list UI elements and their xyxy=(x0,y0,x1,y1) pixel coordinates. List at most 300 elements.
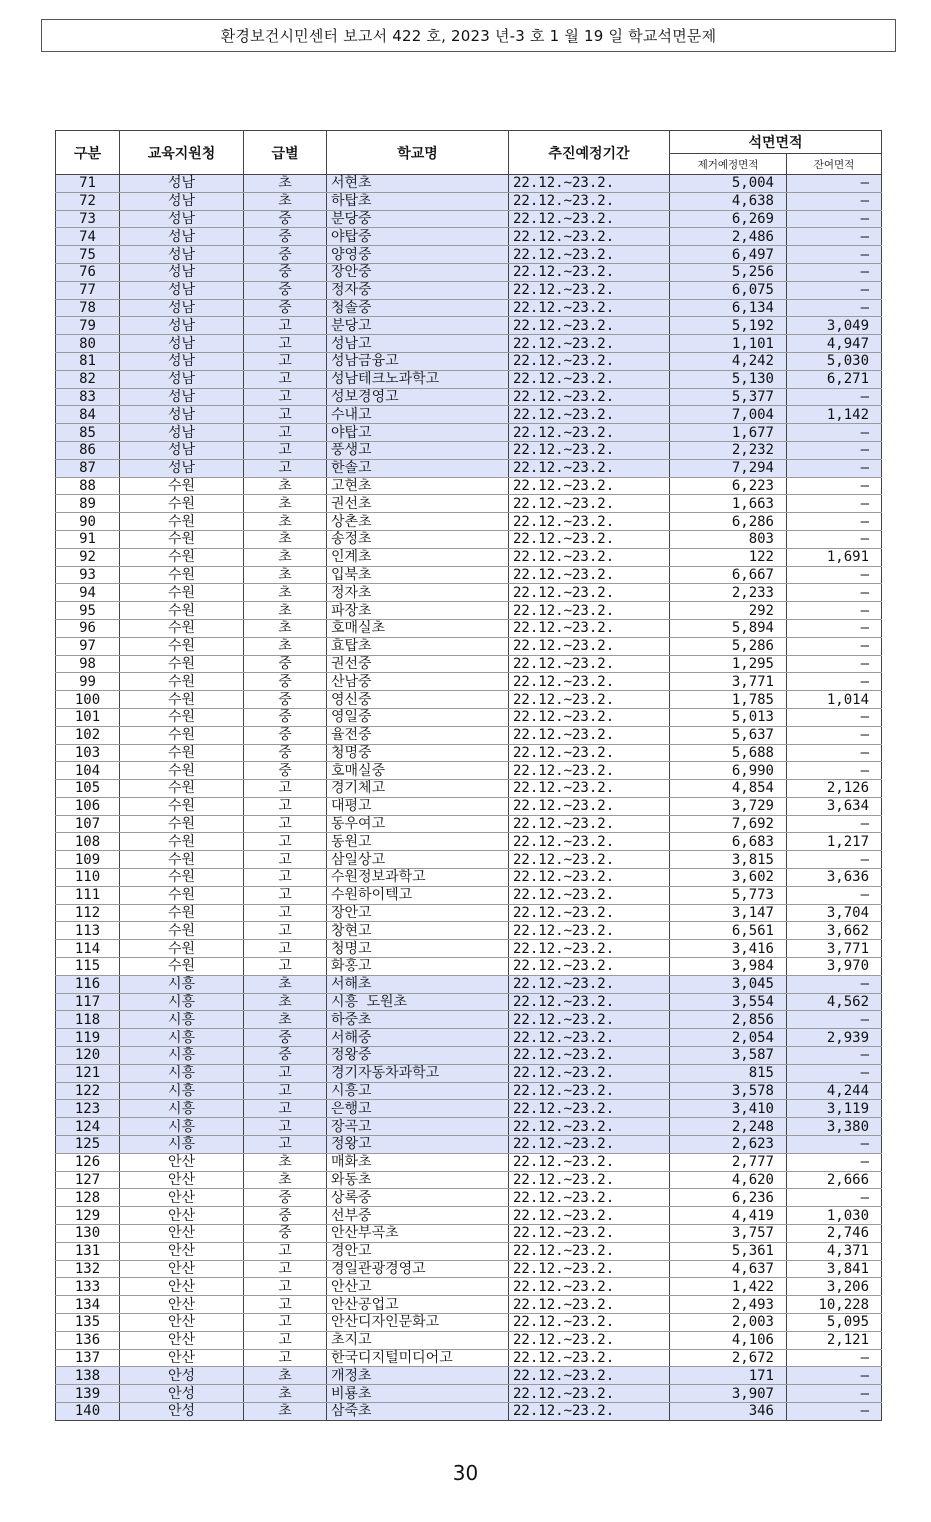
cell-period: 22.12.~23.2. xyxy=(509,904,670,922)
cell-remaining: 4,947 xyxy=(787,335,882,353)
cell-period: 22.12.~23.2. xyxy=(509,691,670,709)
cell-office: 수원 xyxy=(120,940,244,958)
table-row xyxy=(56,299,882,317)
cell-no: 89 xyxy=(56,495,120,513)
cell-removal: 5,688 xyxy=(670,744,787,762)
cell-level: 중 xyxy=(244,1207,327,1225)
cell-school: 장안고 xyxy=(327,904,509,922)
cell-level: 초 xyxy=(244,1011,327,1029)
cell-period: 22.12.~23.2. xyxy=(509,1402,670,1420)
cell-no: 80 xyxy=(56,335,120,353)
cell-no: 138 xyxy=(56,1367,120,1385)
table-row xyxy=(56,1011,882,1029)
cell-period: 22.12.~23.2. xyxy=(509,851,670,869)
cell-office: 안산 xyxy=(120,1260,244,1278)
cell-remaining: – xyxy=(787,744,882,762)
table-row xyxy=(56,1260,882,1278)
cell-no: 126 xyxy=(56,1153,120,1171)
cell-period: 22.12.~23.2. xyxy=(509,1011,670,1029)
cell-school: 율전중 xyxy=(327,726,509,744)
cell-remaining: – xyxy=(787,210,882,228)
cell-no: 140 xyxy=(56,1402,120,1420)
cell-removal: 1,422 xyxy=(670,1278,787,1296)
cell-office: 안산 xyxy=(120,1171,244,1189)
cell-office: 성남 xyxy=(120,210,244,228)
cell-remaining: – xyxy=(787,1385,882,1403)
cell-no: 137 xyxy=(56,1349,120,1367)
cell-removal: 5,013 xyxy=(670,708,787,726)
cell-no: 86 xyxy=(56,441,120,459)
cell-no: 127 xyxy=(56,1171,120,1189)
cell-school: 영신중 xyxy=(327,691,509,709)
cell-office: 수원 xyxy=(120,851,244,869)
table-row xyxy=(56,815,882,833)
cell-school: 입북초 xyxy=(327,566,509,584)
cell-level: 고 xyxy=(244,335,327,353)
cell-school: 청솔중 xyxy=(327,299,509,317)
cell-removal: 6,561 xyxy=(670,922,787,940)
table-row xyxy=(56,762,882,780)
table-row xyxy=(56,352,882,370)
cell-school: 경기자동차과학고 xyxy=(327,1064,509,1082)
cell-level: 고 xyxy=(244,370,327,388)
cell-school: 수원하이텍고 xyxy=(327,886,509,904)
cell-school: 장안중 xyxy=(327,263,509,281)
table-row xyxy=(56,424,882,442)
cell-period: 22.12.~23.2. xyxy=(509,1242,670,1260)
cell-school: 동우여고 xyxy=(327,815,509,833)
cell-no: 119 xyxy=(56,1029,120,1047)
cell-office: 수원 xyxy=(120,797,244,815)
cell-removal: 5,192 xyxy=(670,317,787,335)
cell-remaining: – xyxy=(787,424,882,442)
cell-removal: 1,677 xyxy=(670,424,787,442)
cell-period: 22.12.~23.2. xyxy=(509,299,670,317)
cell-remaining: – xyxy=(787,726,882,744)
cell-school: 선부중 xyxy=(327,1207,509,1225)
cell-level: 초 xyxy=(244,175,327,193)
cell-remaining: – xyxy=(787,1064,882,1082)
cell-level: 고 xyxy=(244,424,327,442)
header-removal: 제거예정면적 xyxy=(670,154,787,175)
cell-school: 양영중 xyxy=(327,246,509,264)
cell-period: 22.12.~23.2. xyxy=(509,1118,670,1136)
cell-period: 22.12.~23.2. xyxy=(509,1029,670,1047)
cell-level: 고 xyxy=(244,459,327,477)
cell-no: 122 xyxy=(56,1082,120,1100)
cell-school: 화홍고 xyxy=(327,958,509,976)
cell-removal: 5,377 xyxy=(670,388,787,406)
cell-level: 고 xyxy=(244,388,327,406)
cell-period: 22.12.~23.2. xyxy=(509,1064,670,1082)
cell-level: 고 xyxy=(244,1349,327,1367)
cell-removal: 803 xyxy=(670,530,787,548)
cell-removal: 3,578 xyxy=(670,1082,787,1100)
cell-level: 초 xyxy=(244,1153,327,1171)
cell-remaining: – xyxy=(787,281,882,299)
cell-removal: 5,130 xyxy=(670,370,787,388)
cell-school: 안산디자인문화고 xyxy=(327,1314,509,1332)
cell-no: 79 xyxy=(56,317,120,335)
cell-period: 22.12.~23.2. xyxy=(509,958,670,976)
table-row xyxy=(56,708,882,726)
cell-remaining: – xyxy=(787,246,882,264)
cell-school: 서해초 xyxy=(327,975,509,993)
cell-no: 76 xyxy=(56,263,120,281)
asbestos-schools-table xyxy=(55,130,882,1421)
table-row xyxy=(56,370,882,388)
cell-removal: 6,286 xyxy=(670,513,787,531)
report-header xyxy=(41,19,896,52)
cell-removal: 6,497 xyxy=(670,246,787,264)
cell-removal: 2,054 xyxy=(670,1029,787,1047)
cell-period: 22.12.~23.2. xyxy=(509,210,670,228)
cell-removal: 3,602 xyxy=(670,869,787,887)
cell-school: 정왕고 xyxy=(327,1136,509,1154)
cell-no: 136 xyxy=(56,1331,120,1349)
cell-school: 삼일상고 xyxy=(327,851,509,869)
cell-no: 134 xyxy=(56,1296,120,1314)
table-row xyxy=(56,958,882,976)
cell-period: 22.12.~23.2. xyxy=(509,175,670,193)
cell-level: 초 xyxy=(244,495,327,513)
cell-level: 고 xyxy=(244,833,327,851)
cell-school: 수내고 xyxy=(327,406,509,424)
table-row xyxy=(56,619,882,637)
cell-remaining: 3,634 xyxy=(787,797,882,815)
cell-office: 시흥 xyxy=(120,975,244,993)
cell-removal: 1,295 xyxy=(670,655,787,673)
cell-removal: 2,672 xyxy=(670,1349,787,1367)
cell-no: 115 xyxy=(56,958,120,976)
cell-remaining: – xyxy=(787,655,882,673)
cell-office: 시흥 xyxy=(120,993,244,1011)
cell-office: 수원 xyxy=(120,619,244,637)
cell-period: 22.12.~23.2. xyxy=(509,513,670,531)
cell-period: 22.12.~23.2. xyxy=(509,1278,670,1296)
cell-school: 정왕중 xyxy=(327,1047,509,1065)
cell-school: 동원고 xyxy=(327,833,509,851)
cell-removal: 3,587 xyxy=(670,1047,787,1065)
table-row xyxy=(56,780,882,798)
cell-level: 고 xyxy=(244,1278,327,1296)
cell-remaining: 3,049 xyxy=(787,317,882,335)
table-row xyxy=(56,1278,882,1296)
cell-no: 123 xyxy=(56,1100,120,1118)
cell-school: 시흥 도원초 xyxy=(327,993,509,1011)
cell-remaining: – xyxy=(787,495,882,513)
header-remaining: 잔여면적 xyxy=(787,154,882,175)
cell-remaining: – xyxy=(787,602,882,620)
cell-period: 22.12.~23.2. xyxy=(509,1136,670,1154)
cell-remaining: – xyxy=(787,388,882,406)
table-row xyxy=(56,1296,882,1314)
cell-school: 영일중 xyxy=(327,708,509,726)
page-number: 30 xyxy=(452,1461,479,1485)
table-row xyxy=(56,335,882,353)
cell-remaining: 3,970 xyxy=(787,958,882,976)
table-row xyxy=(56,797,882,815)
table-row xyxy=(56,1385,882,1403)
cell-no: 102 xyxy=(56,726,120,744)
cell-level: 초 xyxy=(244,637,327,655)
cell-no: 101 xyxy=(56,708,120,726)
cell-level: 중 xyxy=(244,299,327,317)
cell-level: 초 xyxy=(244,993,327,1011)
cell-period: 22.12.~23.2. xyxy=(509,602,670,620)
cell-no: 71 xyxy=(56,175,120,193)
cell-removal: 3,757 xyxy=(670,1225,787,1243)
cell-office: 수원 xyxy=(120,762,244,780)
table-row xyxy=(56,1402,882,1420)
table-row xyxy=(56,175,882,193)
cell-removal: 3,729 xyxy=(670,797,787,815)
cell-school: 파장초 xyxy=(327,602,509,620)
cell-level: 고 xyxy=(244,780,327,798)
cell-removal: 4,242 xyxy=(670,352,787,370)
cell-level: 고 xyxy=(244,1314,327,1332)
cell-removal: 2,248 xyxy=(670,1118,787,1136)
cell-remaining: – xyxy=(787,815,882,833)
cell-period: 22.12.~23.2. xyxy=(509,1349,670,1367)
cell-no: 83 xyxy=(56,388,120,406)
cell-office: 수원 xyxy=(120,815,244,833)
cell-office: 안성 xyxy=(120,1402,244,1420)
cell-office: 안산 xyxy=(120,1153,244,1171)
cell-no: 124 xyxy=(56,1118,120,1136)
cell-school: 풍생고 xyxy=(327,441,509,459)
cell-remaining: 1,691 xyxy=(787,548,882,566)
cell-remaining: 3,841 xyxy=(787,1260,882,1278)
cell-period: 22.12.~23.2. xyxy=(509,335,670,353)
cell-level: 고 xyxy=(244,317,327,335)
cell-removal: 1,785 xyxy=(670,691,787,709)
cell-office: 수원 xyxy=(120,691,244,709)
cell-office: 성남 xyxy=(120,370,244,388)
cell-removal: 7,294 xyxy=(670,459,787,477)
cell-level: 고 xyxy=(244,352,327,370)
table-row xyxy=(56,530,882,548)
cell-removal: 7,004 xyxy=(670,406,787,424)
cell-remaining: – xyxy=(787,708,882,726)
table-row xyxy=(56,1064,882,1082)
cell-no: 97 xyxy=(56,637,120,655)
cell-school: 수원정보과학고 xyxy=(327,869,509,887)
table-row xyxy=(56,922,882,940)
cell-period: 22.12.~23.2. xyxy=(509,1171,670,1189)
cell-office: 성남 xyxy=(120,228,244,246)
cell-level: 초 xyxy=(244,530,327,548)
table-row xyxy=(56,566,882,584)
table-row xyxy=(56,513,882,531)
cell-remaining: – xyxy=(787,441,882,459)
cell-no: 130 xyxy=(56,1225,120,1243)
cell-office: 수원 xyxy=(120,904,244,922)
cell-period: 22.12.~23.2. xyxy=(509,1260,670,1278)
cell-removal: 6,236 xyxy=(670,1189,787,1207)
cell-school: 안산부곡초 xyxy=(327,1225,509,1243)
cell-period: 22.12.~23.2. xyxy=(509,406,670,424)
cell-period: 22.12.~23.2. xyxy=(509,780,670,798)
cell-level: 초 xyxy=(244,1171,327,1189)
cell-level: 고 xyxy=(244,1260,327,1278)
cell-period: 22.12.~23.2. xyxy=(509,352,670,370)
cell-office: 수원 xyxy=(120,958,244,976)
cell-removal: 3,045 xyxy=(670,975,787,993)
cell-no: 117 xyxy=(56,993,120,1011)
cell-removal: 4,620 xyxy=(670,1171,787,1189)
cell-level: 고 xyxy=(244,1296,327,1314)
cell-removal: 3,410 xyxy=(670,1100,787,1118)
cell-remaining: 2,666 xyxy=(787,1171,882,1189)
cell-no: 120 xyxy=(56,1047,120,1065)
cell-office: 수원 xyxy=(120,708,244,726)
cell-no: 84 xyxy=(56,406,120,424)
cell-remaining: – xyxy=(787,175,882,193)
cell-removal: 2,623 xyxy=(670,1136,787,1154)
cell-remaining: 1,217 xyxy=(787,833,882,851)
cell-removal: 3,554 xyxy=(670,993,787,1011)
cell-office: 안성 xyxy=(120,1367,244,1385)
table-row xyxy=(56,1153,882,1171)
table-row xyxy=(56,388,882,406)
cell-level: 중 xyxy=(244,726,327,744)
cell-remaining: 3,662 xyxy=(787,922,882,940)
cell-period: 22.12.~23.2. xyxy=(509,619,670,637)
cell-school: 비룡초 xyxy=(327,1385,509,1403)
cell-removal: 6,683 xyxy=(670,833,787,851)
cell-no: 131 xyxy=(56,1242,120,1260)
cell-period: 22.12.~23.2. xyxy=(509,1082,670,1100)
cell-level: 고 xyxy=(244,815,327,833)
cell-remaining: – xyxy=(787,566,882,584)
cell-no: 85 xyxy=(56,424,120,442)
table-row xyxy=(56,833,882,851)
cell-no: 113 xyxy=(56,922,120,940)
table-row xyxy=(56,1225,882,1243)
cell-level: 중 xyxy=(244,1047,327,1065)
cell-no: 103 xyxy=(56,744,120,762)
cell-school: 초지고 xyxy=(327,1331,509,1349)
cell-period: 22.12.~23.2. xyxy=(509,1296,670,1314)
cell-level: 초 xyxy=(244,975,327,993)
cell-level: 고 xyxy=(244,1100,327,1118)
cell-remaining: – xyxy=(787,851,882,869)
cell-level: 고 xyxy=(244,1082,327,1100)
cell-removal: 6,990 xyxy=(670,762,787,780)
table-row xyxy=(56,1082,882,1100)
cell-school: 인계초 xyxy=(327,548,509,566)
cell-level: 초 xyxy=(244,1367,327,1385)
cell-remaining: 10,228 xyxy=(787,1296,882,1314)
cell-period: 22.12.~23.2. xyxy=(509,815,670,833)
cell-no: 96 xyxy=(56,619,120,637)
cell-no: 110 xyxy=(56,869,120,887)
cell-removal: 3,147 xyxy=(670,904,787,922)
cell-school: 야탑중 xyxy=(327,228,509,246)
cell-office: 성남 xyxy=(120,406,244,424)
table-row xyxy=(56,459,882,477)
cell-remaining: – xyxy=(787,263,882,281)
cell-removal: 4,854 xyxy=(670,780,787,798)
cell-office: 성남 xyxy=(120,299,244,317)
cell-office: 성남 xyxy=(120,388,244,406)
cell-removal: 2,777 xyxy=(670,1153,787,1171)
cell-remaining: – xyxy=(787,673,882,691)
cell-school: 서해중 xyxy=(327,1029,509,1047)
table-row xyxy=(56,744,882,762)
table-row xyxy=(56,637,882,655)
cell-period: 22.12.~23.2. xyxy=(509,1207,670,1225)
cell-remaining: 2,746 xyxy=(787,1225,882,1243)
cell-remaining: 5,095 xyxy=(787,1314,882,1332)
cell-period: 22.12.~23.2. xyxy=(509,1385,670,1403)
cell-period: 22.12.~23.2. xyxy=(509,869,670,887)
cell-no: 87 xyxy=(56,459,120,477)
cell-level: 고 xyxy=(244,1136,327,1154)
cell-period: 22.12.~23.2. xyxy=(509,797,670,815)
table-row xyxy=(56,886,882,904)
table-row xyxy=(56,281,882,299)
cell-remaining: – xyxy=(787,228,882,246)
table-row xyxy=(56,673,882,691)
table-row xyxy=(56,584,882,602)
cell-office: 시흥 xyxy=(120,1118,244,1136)
cell-level: 고 xyxy=(244,441,327,459)
cell-level: 초 xyxy=(244,566,327,584)
table-row xyxy=(56,602,882,620)
cell-school: 한국디지털미디어고 xyxy=(327,1349,509,1367)
cell-no: 133 xyxy=(56,1278,120,1296)
cell-office: 성남 xyxy=(120,263,244,281)
cell-no: 100 xyxy=(56,691,120,709)
cell-level: 고 xyxy=(244,940,327,958)
cell-period: 22.12.~23.2. xyxy=(509,228,670,246)
table-row xyxy=(56,940,882,958)
cell-office: 안산 xyxy=(120,1207,244,1225)
cell-level: 중 xyxy=(244,1225,327,1243)
cell-school: 권선초 xyxy=(327,495,509,513)
cell-level: 초 xyxy=(244,602,327,620)
cell-school: 호매실중 xyxy=(327,762,509,780)
cell-no: 116 xyxy=(56,975,120,993)
cell-office: 시흥 xyxy=(120,1029,244,1047)
cell-removal: 3,815 xyxy=(670,851,787,869)
cell-office: 안산 xyxy=(120,1331,244,1349)
cell-removal: 1,101 xyxy=(670,335,787,353)
cell-school: 삼죽초 xyxy=(327,1402,509,1420)
table-row xyxy=(56,1314,882,1332)
table-row xyxy=(56,1331,882,1349)
cell-no: 132 xyxy=(56,1260,120,1278)
cell-office: 시흥 xyxy=(120,1047,244,1065)
cell-office: 안산 xyxy=(120,1189,244,1207)
cell-period: 22.12.~23.2. xyxy=(509,1314,670,1332)
table-row xyxy=(56,406,882,424)
cell-removal: 2,486 xyxy=(670,228,787,246)
cell-removal: 6,667 xyxy=(670,566,787,584)
cell-no: 99 xyxy=(56,673,120,691)
cell-no: 81 xyxy=(56,352,120,370)
cell-period: 22.12.~23.2. xyxy=(509,744,670,762)
cell-office: 시흥 xyxy=(120,1136,244,1154)
cell-removal: 4,638 xyxy=(670,192,787,210)
cell-no: 109 xyxy=(56,851,120,869)
cell-no: 108 xyxy=(56,833,120,851)
cell-level: 중 xyxy=(244,673,327,691)
cell-remaining: – xyxy=(787,1136,882,1154)
cell-school: 성남금융고 xyxy=(327,352,509,370)
